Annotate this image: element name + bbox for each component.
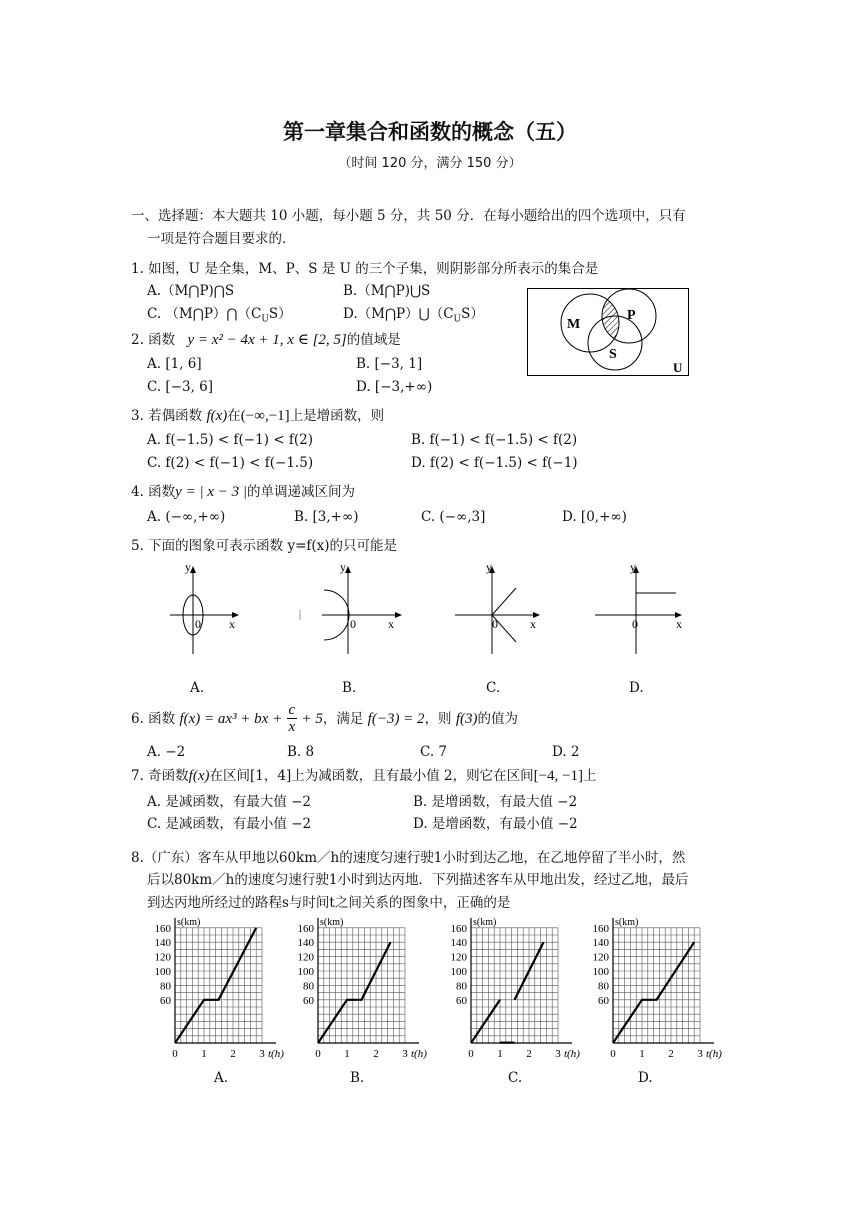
x-axis-label: t(h) — [268, 1048, 284, 1060]
q1-option-c: C. $(M⋂P)⋂(C_US)$ — [147, 306, 292, 325]
x-tick-label: 2 — [526, 1048, 532, 1060]
q7-option-d: D. 是增函数，有最小值 −2 — [413, 816, 578, 832]
q8-label-c: C. — [508, 1070, 523, 1086]
x-tick-label: 3 — [402, 1048, 408, 1060]
q5-label-a: A. — [190, 680, 205, 696]
x-tick-label: 1 — [497, 1048, 503, 1060]
x-tick-label: 2 — [668, 1048, 674, 1060]
y-tick-label: 60 — [598, 994, 609, 1007]
y-axis-label: s(km) — [320, 916, 344, 928]
grid — [613, 928, 700, 1043]
q6-option-a: A. −2 — [147, 744, 186, 760]
page-subtitle: （时间 120 分，满分 150 分） — [338, 156, 522, 171]
y-axis-label: s(km) — [177, 916, 201, 928]
x-tick-label: 0 — [172, 1048, 178, 1060]
q8-line2: 后以80km／h的速度匀速行驶1小时到达丙地．下列描述客车从甲地出发，经过乙地，最后 — [147, 872, 689, 888]
q2-option-c: C. [−3, 6] — [147, 379, 214, 395]
y-tick-label: 160 — [592, 922, 609, 935]
y-tick-label: 120 — [592, 951, 609, 964]
x-tick-label: 3 — [555, 1048, 561, 1060]
y-axis-label: s(km) — [473, 916, 497, 928]
x-axis-label: t(h) — [564, 1048, 580, 1060]
q6-option-c: C. 7 — [420, 744, 448, 760]
svg-text:0: 0 — [195, 617, 201, 631]
y-tick-label: 80 — [456, 980, 467, 993]
y-tick-label: 140 — [297, 937, 314, 950]
y-tick-label: 80 — [598, 980, 609, 993]
x-tick-label: 0 — [610, 1048, 616, 1060]
grid — [175, 928, 262, 1043]
svg-text:0: 0 — [632, 617, 638, 631]
q6-option-d: D. 2 — [552, 744, 580, 760]
q3-option-c: C. f(2) < f(−1) < f(−1.5) — [147, 455, 314, 471]
q4-option-b: B. [3,+∞) — [294, 509, 359, 525]
q8-line1: 8.（广东）客车从甲地以60km／h的速度匀速行驶1小时到达乙地，在乙地停留了半小时，然 — [131, 850, 686, 866]
svg-text:x: x — [530, 617, 536, 631]
y-tick-label: 140 — [592, 937, 609, 950]
q1-option-b: B.（M⋂P)⋃S — [343, 283, 431, 299]
q8-graph-c — [436, 915, 580, 1060]
page-title: 第一章集合和函数的概念（五） — [283, 120, 577, 144]
grid — [318, 928, 405, 1043]
q8-graph-a — [140, 915, 284, 1060]
q4-stem: 4. 函数y = | x − 3 |的单调递减区间为 — [131, 484, 355, 500]
y-tick-label: 140 — [450, 937, 467, 950]
q5-label-c: C. — [486, 680, 501, 696]
svg-text:x: x — [388, 617, 394, 631]
q3-option-d: D. f(2) < f(−1.5) < f(−1) — [411, 455, 578, 471]
x-tick-label: 1 — [639, 1048, 645, 1060]
q2-option-b: B. [−3, 1] — [356, 356, 423, 372]
y-tick-label: 100 — [154, 966, 171, 978]
y-tick-label: 100 — [297, 966, 314, 978]
q8-line3: 到达丙地所经过的路程s与时间t之间关系的图象中，正确的是 — [147, 895, 511, 911]
q3-option-b: B. f(−1) < f(−1.5) < f(2) — [411, 432, 578, 448]
q5-graph-c — [450, 558, 550, 658]
x-axis-label: t(h) — [706, 1048, 722, 1060]
svg-text:y: y — [486, 560, 492, 574]
y-tick-label: 80 — [160, 980, 171, 993]
q5-graph-b — [300, 558, 410, 658]
y-tick-label: 120 — [297, 951, 314, 964]
q4-option-d: D. [0,+∞) — [562, 509, 627, 525]
q5-label-b: B. — [342, 680, 357, 696]
x-tick-label: 0 — [315, 1048, 321, 1060]
y-tick-label: 120 — [450, 951, 467, 964]
y-tick-label: 100 — [592, 966, 609, 978]
svg-text:y: y — [630, 560, 636, 574]
q2-stem: 2. 函数 y = x² − 4x + 1, x ∈ [2, 5]的值域是 — [131, 332, 401, 348]
venn-diagram — [527, 288, 689, 376]
venn-label-p: P — [627, 308, 636, 323]
q7-option-c: C. 是减函数，有最小值 −2 — [147, 816, 312, 832]
q3-option-a: A. f(−1.5) < f(−1) < f(2) — [147, 432, 313, 448]
svg-text:0: 0 — [492, 617, 498, 631]
x-tick-label: 2 — [230, 1048, 236, 1060]
section-intro-line2: 一项是符合题目要求的． — [147, 231, 296, 247]
svg-text:y: y — [185, 560, 191, 574]
q7-option-a: A. 是减函数，有最大值 −2 — [147, 794, 312, 810]
x-axis-label: t(h) — [411, 1048, 427, 1060]
x-tick-label: 2 — [373, 1048, 379, 1060]
y-tick-label: 160 — [297, 922, 314, 935]
q8-graph-d — [578, 915, 722, 1060]
q8-graph-b — [283, 915, 427, 1060]
y-tick-label: 80 — [303, 980, 314, 993]
q4-option-c: C. (−∞,3] — [421, 509, 486, 525]
y-axis-label: s(km) — [615, 916, 639, 928]
y-tick-label: 160 — [450, 922, 467, 935]
q2-option-a: A. [1, 6] — [147, 356, 202, 372]
x-tick-label: 1 — [344, 1048, 350, 1060]
y-tick-label: 60 — [303, 994, 314, 1007]
q1-option-a: A.（M⋂P)⋂S — [147, 283, 235, 299]
svg-text:x: x — [676, 617, 682, 631]
y-tick-label: 140 — [154, 937, 171, 950]
q7-stem: 7. 奇函数f(x)在区间[1，4]上为减函数，且有最小值 2，则它在区间[−4, −1]上 — [131, 768, 597, 784]
grid — [471, 928, 558, 1043]
svg-text:0: 0 — [350, 617, 356, 631]
venn-label-m: M — [567, 317, 581, 332]
x-tick-label: 0 — [468, 1048, 474, 1060]
q3-stem: 3. 若偶函数 f(x)在(−∞,−1]上是增函数，则 — [131, 408, 385, 424]
q5-label-d: D. — [629, 680, 644, 696]
q6-stem: 6. 函数 f(x) = ax³ + bx + $\frac{c}{x}$ + 5，满足 f(−3) = 2，则 f(3)的值为 — [131, 702, 519, 735]
venn-label-u: U — [673, 360, 683, 375]
q8-label-a: A. — [214, 1070, 229, 1086]
q2-option-d: D. [−3,+∞) — [356, 379, 433, 395]
y-tick-label: 100 — [450, 966, 467, 978]
y-tick-label: 160 — [154, 922, 171, 935]
y-tick-label: 60 — [456, 994, 467, 1007]
y-tick-label: 60 — [160, 994, 171, 1007]
q1-option-d: $D.(M⋂P)⋃(C_US)$ — [343, 306, 484, 325]
q7-option-b: B. 是增函数，有最大值 −2 — [413, 794, 578, 810]
section-intro-line1: 一、选择题：本大题共 10 小题，每小题 5 分，共 50 分．在每小题给出的四个选项中，只有 — [131, 208, 686, 224]
q5-stem: 5. 下面的图象可表示函数 y=f(x)的只可能是 — [131, 538, 398, 554]
q5-graph-d — [592, 558, 692, 658]
y-tick-label: 120 — [154, 951, 171, 964]
x-tick-label: 3 — [259, 1048, 265, 1060]
x-tick-label: 1 — [201, 1048, 207, 1060]
q6-fraction: $\frac{c}{x}$ — [288, 702, 296, 735]
q5-graph-a — [165, 558, 245, 658]
x-tick-label: 3 — [697, 1048, 703, 1060]
q6-option-b: B. 8 — [287, 744, 315, 760]
svg-text:x: x — [229, 617, 235, 631]
svg-text:y: y — [340, 560, 346, 574]
q1-stem: 1. 如图，U 是全集，M、P、S 是 U 的三个子集，则阴影部分所表示的集合是 — [131, 261, 599, 277]
q8-label-b: B. — [350, 1070, 365, 1086]
q4-option-a: A. (−∞,+∞) — [147, 509, 226, 525]
venn-label-s: S — [609, 347, 617, 362]
q8-label-d: D. — [638, 1070, 653, 1086]
